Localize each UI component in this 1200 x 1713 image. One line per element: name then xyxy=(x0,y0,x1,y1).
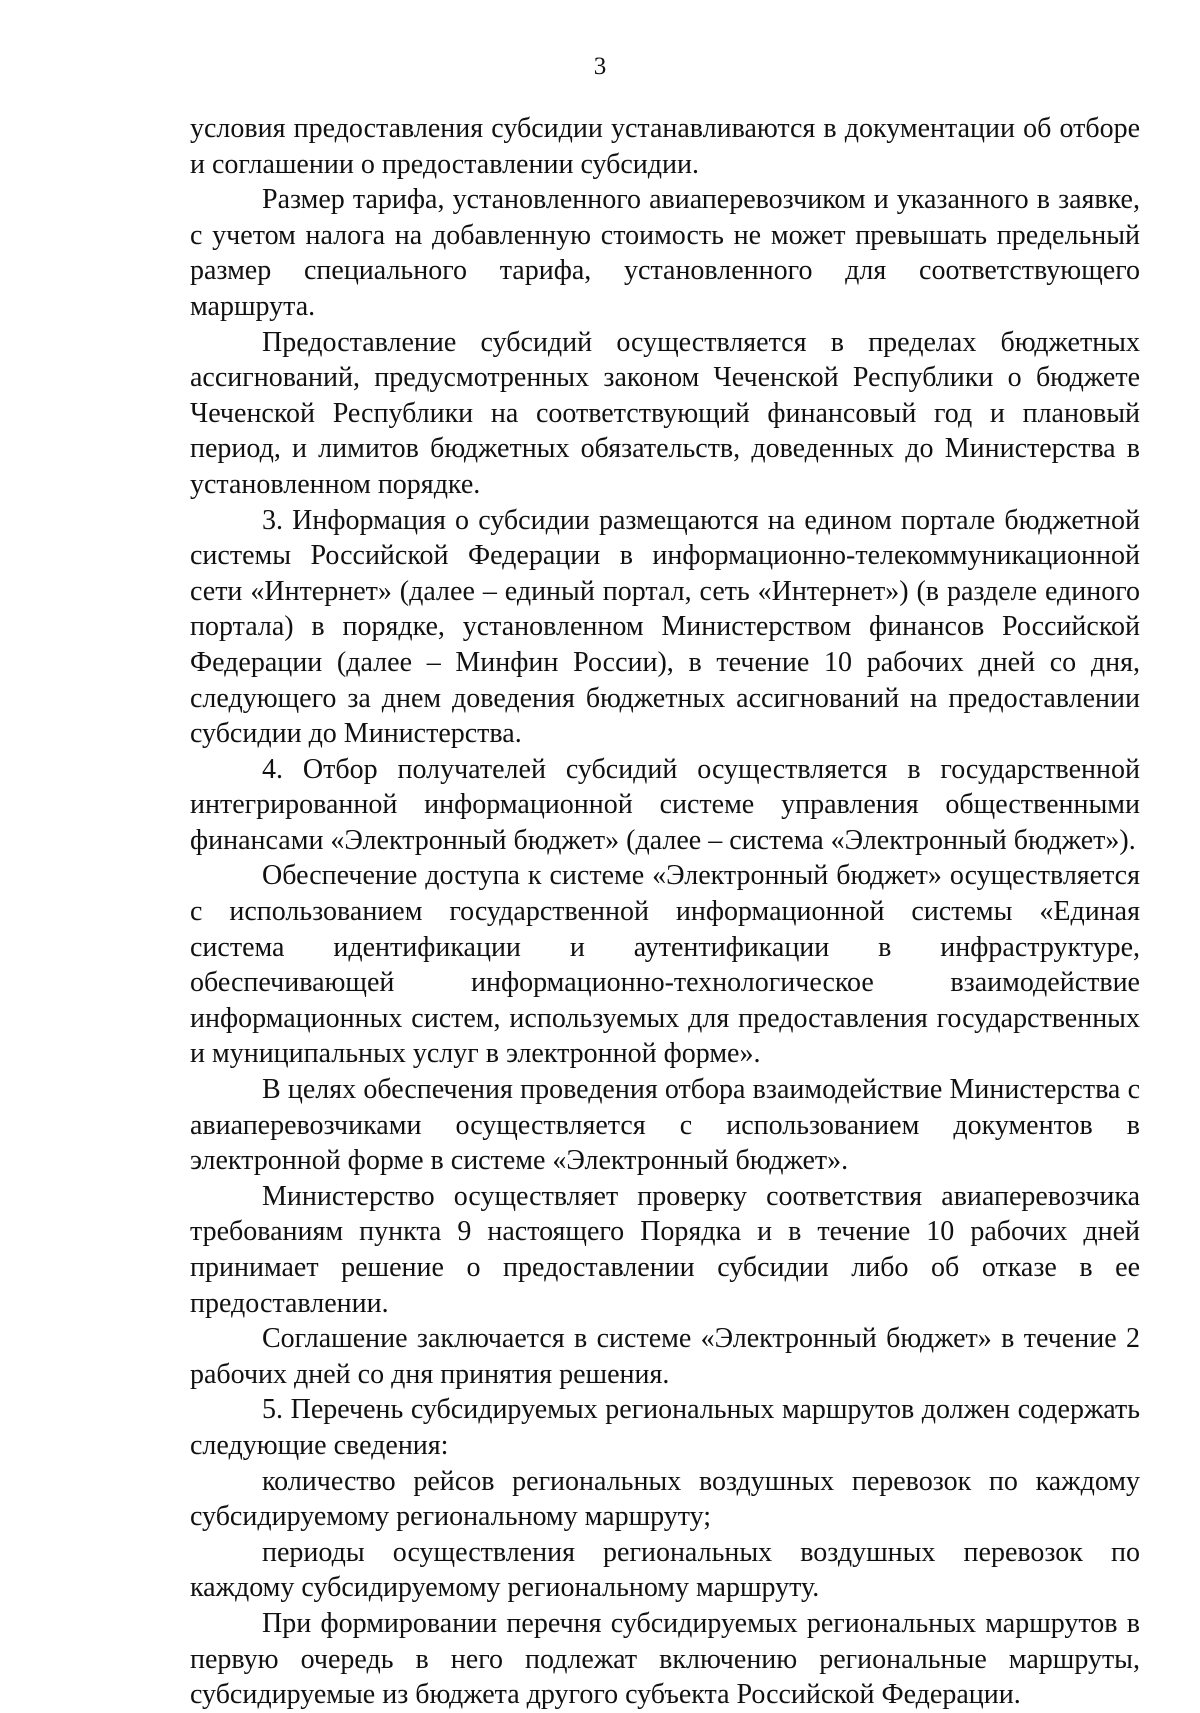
paragraph-item-4-selection: 4. Отбор получателей субсидий осуществляется в государственной интегрированной информационной системе управления общественными финансами «Электронный бюджет» (далее – система «Электронный бюджет»). xyxy=(190,753,1140,856)
list-item-flight-count: количество рейсов региональных воздушных перевозок по каждому субсидируемому региональному маршруту; xyxy=(190,1465,1140,1533)
paragraph-system-access: Обеспечение доступа к системе «Электронный бюджет» осуществляется с использованием государственной информационной системы «Единая система идентификации и аутентификации в инфраструктуре, обеспечивающей информационно-технологическое взаимодействие информационных систем, используемых для предоставления государственных и муниципальных услуг в электронной форме». xyxy=(190,860,1140,1070)
paragraph-item-5-route-list: 5. Перечень субсидируемых региональных маршрутов должен содержать следующие сведения: xyxy=(190,1394,1140,1461)
list-item-periods: периоды осуществления региональных воздушных перевозок по каждому субсидируемому региональному маршруту. xyxy=(190,1536,1140,1604)
paragraph-route-list-priority: При формировании перечня субсидируемых региональных маршрутов в первую очередь в него подлежат включению региональные маршруты, субсидируемые из бюджета другого субъекта Российской Федерации. xyxy=(190,1607,1140,1711)
document-body xyxy=(190,111,1140,1713)
paragraph-budget-allocations: Предоставление субсидий осуществляется в пределах бюджетных ассигнований, предусмотренных законом Чеченской Республики о бюджете Чеченской Республики на соответствующий финансовый год и плановый период, и лимитов бюджетных обязательств, доведенных до Министерства в установленном порядке. xyxy=(190,326,1140,500)
paragraph-item-3-information: 3. Информация о субсидии размещаются на едином портале бюджетной системы Российской Федерации в информационно-телекоммуникационной сети «Интернет» (далее – единый портал, сеть «Интернет») (в разделе единого портала) в порядке, установленном Министерством финансов Российской Федерации (далее – Минфин России), в течение 10 рабочих дней со дня, следующего за днем доведения бюджетных ассигнований на предоставлении субсидии до Министерства. xyxy=(190,504,1140,750)
paragraph-interaction: В целях обеспечения проведения отбора взаимодействие Министерства с авиаперевозчиками осуществляется с использованием документов в электронной форме в системе «Электронный бюджет». xyxy=(190,1074,1140,1177)
paragraph-ministry-check: Министерство осуществляет проверку соответствия авиаперевозчика требованиям пункта 9 настоящего Порядка и в течение 10 рабочих дней принимает решение о предоставлении субсидии либо об отказе в ее предоставлении. xyxy=(190,1180,1140,1319)
page-number: 3 xyxy=(593,53,607,80)
paragraph-tariff-size: Размер тарифа, установленного авиаперевозчиком и указанного в заявке, с учетом налога на добавленную стоимость не может превышать предельный размер специального тарифа, установленного для соответствующего маршрута. xyxy=(190,184,1140,322)
paragraph-subsidy-conditions: условия предоставления субсидии устанавливаются в документации об отборе и соглашении о предоставлении субсидии. xyxy=(190,113,1140,180)
paragraph-agreement: Соглашение заключается в системе «Электронный бюджет» в течение 2 рабочих дней со дня принятия решения. xyxy=(190,1323,1140,1390)
